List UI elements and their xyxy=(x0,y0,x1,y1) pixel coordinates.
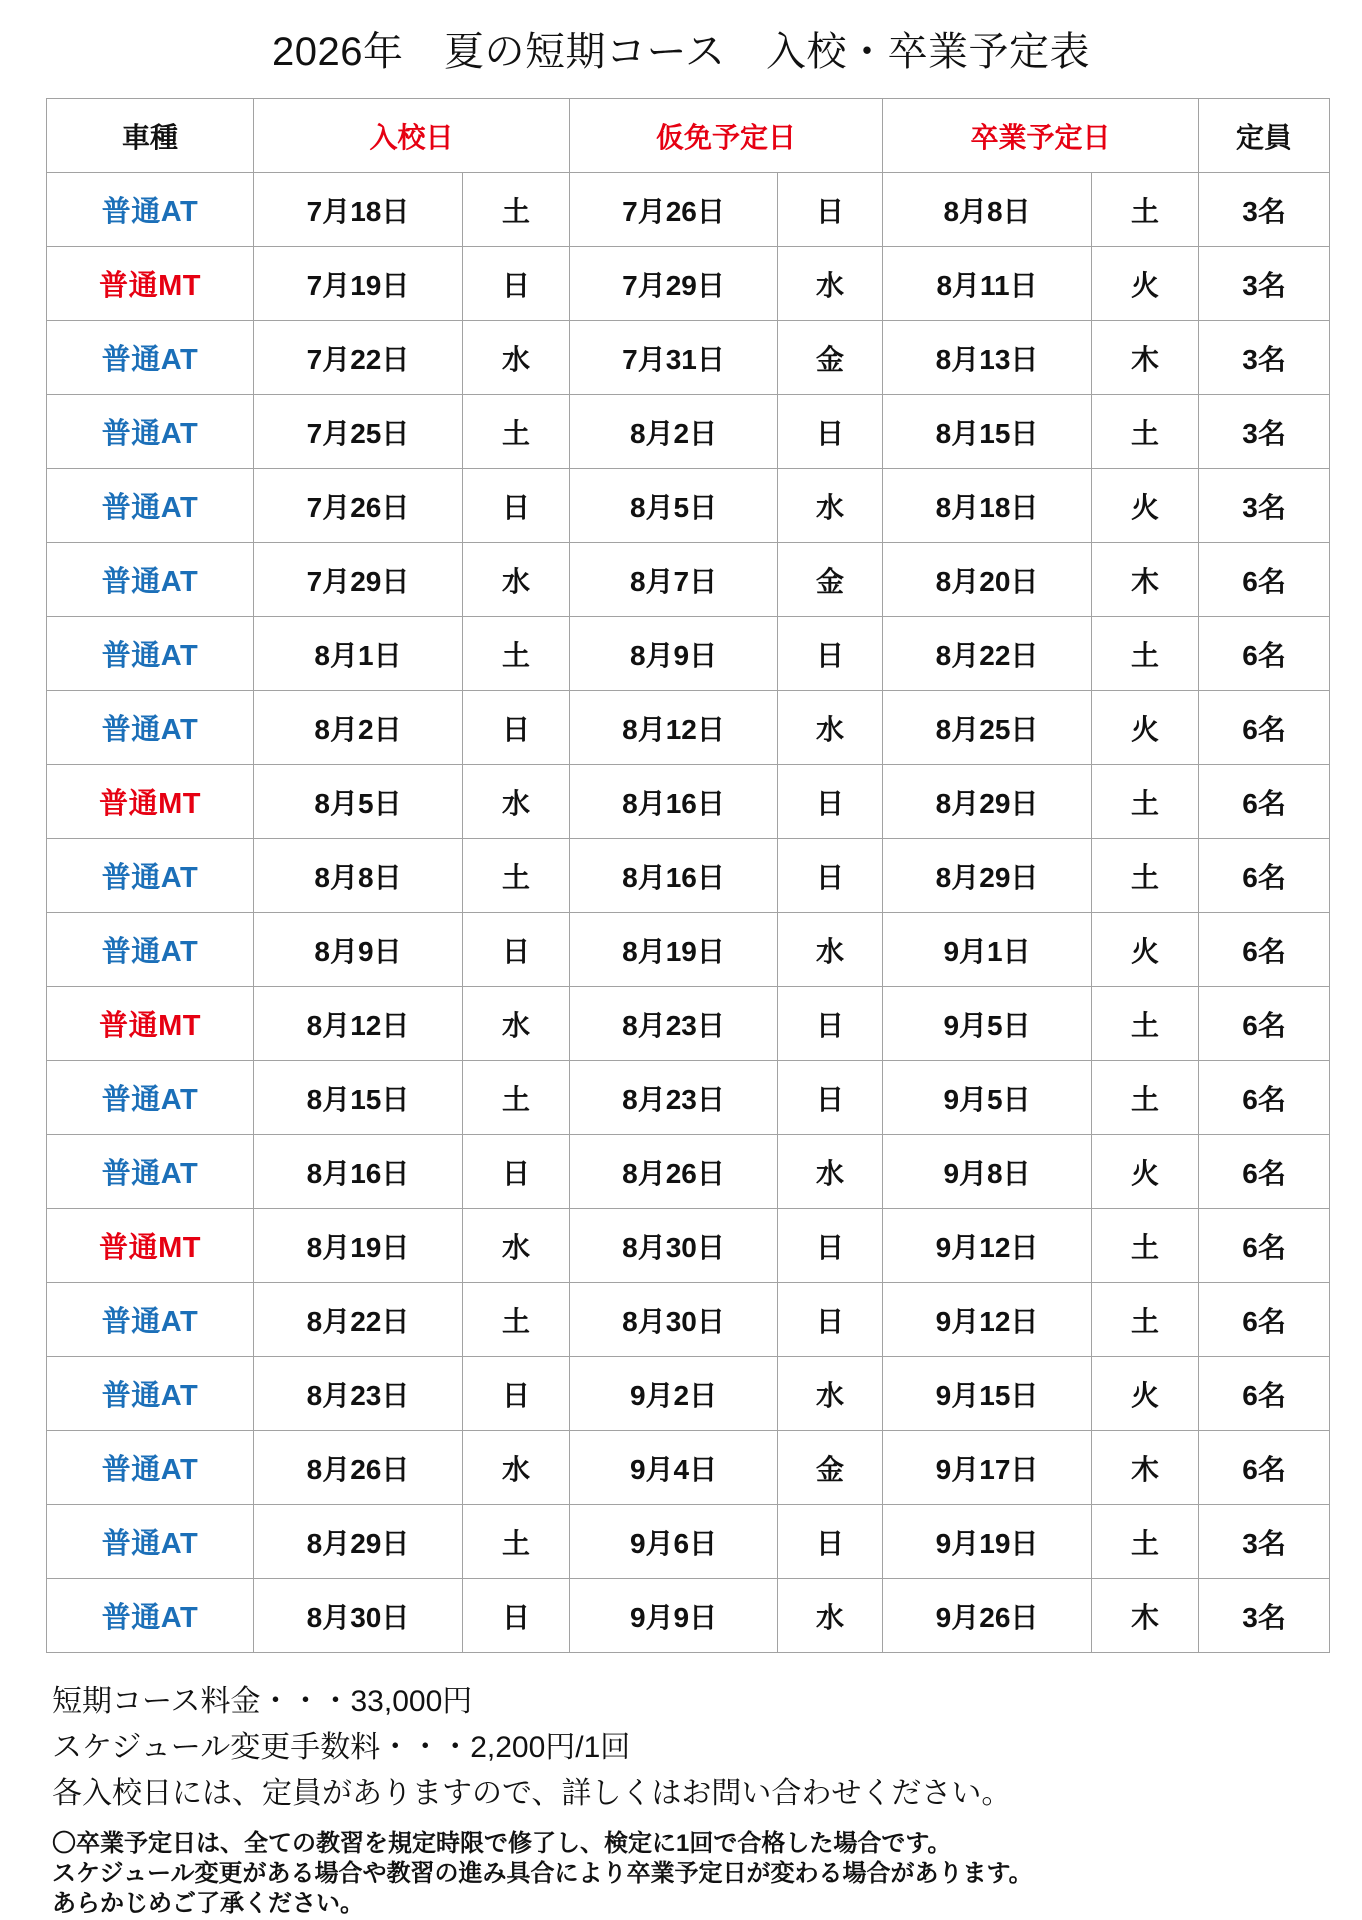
entry-date-cell: 8月8日 xyxy=(254,839,463,913)
table-row xyxy=(47,913,1330,987)
capacity-cell: 3名 xyxy=(1199,1505,1330,1579)
provisional-license-weekday-cell: 日 xyxy=(778,765,883,839)
entry-weekday-cell: 日 xyxy=(463,913,570,987)
provisional-license-date-cell: 7月29日 xyxy=(570,247,778,321)
graduation-date-cell: 8月29日 xyxy=(883,765,1092,839)
provisional-license-date-cell: 8月12日 xyxy=(570,691,778,765)
entry-weekday-cell: 水 xyxy=(463,987,570,1061)
entry-date-cell: 7月29日 xyxy=(254,543,463,617)
provisional-license-date-cell: 9月4日 xyxy=(570,1431,778,1505)
vehicle-type-cell: 普通AT xyxy=(47,913,254,987)
entry-weekday-cell: 土 xyxy=(463,395,570,469)
provisional-license-date-cell: 8月19日 xyxy=(570,913,778,987)
graduation-date-cell: 9月5日 xyxy=(883,987,1092,1061)
provisional-license-date-cell: 9月2日 xyxy=(570,1357,778,1431)
entry-weekday-cell: 土 xyxy=(463,617,570,691)
provisional-license-date-cell: 8月26日 xyxy=(570,1135,778,1209)
graduation-weekday-cell: 土 xyxy=(1092,617,1199,691)
vehicle-type-cell: 普通MT xyxy=(47,1209,254,1283)
entry-date-cell: 7月18日 xyxy=(254,173,463,247)
schedule-change-fee-text: スケジュール変更手数料・・・2,200円/1回 xyxy=(52,1731,631,1764)
entry-date-cell: 7月22日 xyxy=(254,321,463,395)
table-row xyxy=(47,1135,1330,1209)
table-row xyxy=(47,617,1330,691)
entry-weekday-cell: 日 xyxy=(463,1579,570,1653)
graduation-date-cell: 8月15日 xyxy=(883,395,1092,469)
entry-date-cell: 8月29日 xyxy=(254,1505,463,1579)
entry-date-cell: 8月9日 xyxy=(254,913,463,987)
graduation-date-cell: 9月8日 xyxy=(883,1135,1092,1209)
provisional-license-weekday-cell: 日 xyxy=(778,173,883,247)
disclaimer-notes xyxy=(52,1829,1332,1919)
graduation-date-cell: 8月18日 xyxy=(883,469,1092,543)
vehicle-type-cell: 普通AT xyxy=(47,1357,254,1431)
graduation-date-cell: 8月20日 xyxy=(883,543,1092,617)
graduation-weekday-cell: 木 xyxy=(1092,1579,1199,1653)
header-vehicle-type: 車種 xyxy=(47,99,254,173)
entry-weekday-cell: 土 xyxy=(463,1061,570,1135)
table-row xyxy=(47,691,1330,765)
capacity-cell: 6名 xyxy=(1199,913,1330,987)
capacity-cell: 6名 xyxy=(1199,1357,1330,1431)
table-row xyxy=(47,321,1330,395)
provisional-license-date-cell: 8月7日 xyxy=(570,543,778,617)
graduation-date-cell: 8月11日 xyxy=(883,247,1092,321)
vehicle-type-cell: 普通AT xyxy=(47,1135,254,1209)
capacity-cell: 6名 xyxy=(1199,1135,1330,1209)
capacity-cell: 3名 xyxy=(1199,1579,1330,1653)
table-row xyxy=(47,839,1330,913)
capacity-cell: 6名 xyxy=(1199,617,1330,691)
capacity-cell: 3名 xyxy=(1199,395,1330,469)
graduation-weekday-cell: 土 xyxy=(1092,765,1199,839)
provisional-license-weekday-cell: 水 xyxy=(778,247,883,321)
provisional-license-weekday-cell: 水 xyxy=(778,913,883,987)
provisional-license-date-cell: 8月16日 xyxy=(570,839,778,913)
course-fee-text: 短期コース料金・・・33,000円 xyxy=(52,1685,473,1718)
graduation-weekday-cell: 土 xyxy=(1092,395,1199,469)
graduation-weekday-cell: 火 xyxy=(1092,691,1199,765)
entry-weekday-cell: 日 xyxy=(463,247,570,321)
table-row xyxy=(47,173,1330,247)
entry-date-cell: 8月1日 xyxy=(254,617,463,691)
entry-date-cell: 8月23日 xyxy=(254,1357,463,1431)
vehicle-type-cell: 普通AT xyxy=(47,173,254,247)
entry-date-cell: 8月19日 xyxy=(254,1209,463,1283)
disclaimer-line: あらかじめご了承ください。 xyxy=(52,1890,364,1917)
graduation-date-cell: 9月5日 xyxy=(883,1061,1092,1135)
capacity-cell: 6名 xyxy=(1199,765,1330,839)
capacity-cell: 6名 xyxy=(1199,543,1330,617)
table-row xyxy=(47,469,1330,543)
graduation-date-cell: 9月1日 xyxy=(883,913,1092,987)
provisional-license-weekday-cell: 日 xyxy=(778,395,883,469)
provisional-license-weekday-cell: 水 xyxy=(778,691,883,765)
capacity-cell: 6名 xyxy=(1199,1431,1330,1505)
entry-weekday-cell: 日 xyxy=(463,1357,570,1431)
capacity-cell: 6名 xyxy=(1199,1283,1330,1357)
provisional-license-weekday-cell: 日 xyxy=(778,1061,883,1135)
vehicle-type-cell: 普通AT xyxy=(47,691,254,765)
table-row xyxy=(47,765,1330,839)
capacity-cell: 3名 xyxy=(1199,469,1330,543)
table-row xyxy=(47,1283,1330,1357)
graduation-weekday-cell: 土 xyxy=(1092,1505,1199,1579)
provisional-license-date-cell: 7月26日 xyxy=(570,173,778,247)
provisional-license-weekday-cell: 水 xyxy=(778,1357,883,1431)
vehicle-type-cell: 普通MT xyxy=(47,765,254,839)
header-provisional-license-date: 仮免予定日 xyxy=(570,99,883,173)
graduation-date-cell: 8月13日 xyxy=(883,321,1092,395)
entry-weekday-cell: 日 xyxy=(463,691,570,765)
provisional-license-weekday-cell: 金 xyxy=(778,1431,883,1505)
table-row xyxy=(47,987,1330,1061)
provisional-license-date-cell: 8月23日 xyxy=(570,1061,778,1135)
vehicle-type-cell: 普通AT xyxy=(47,839,254,913)
entry-weekday-cell: 土 xyxy=(463,839,570,913)
provisional-license-weekday-cell: 日 xyxy=(778,987,883,1061)
capacity-cell: 6名 xyxy=(1199,691,1330,765)
graduation-weekday-cell: 木 xyxy=(1092,1431,1199,1505)
entry-weekday-cell: 水 xyxy=(463,543,570,617)
provisional-license-weekday-cell: 日 xyxy=(778,1283,883,1357)
entry-weekday-cell: 水 xyxy=(463,321,570,395)
provisional-license-weekday-cell: 水 xyxy=(778,469,883,543)
provisional-license-weekday-cell: 金 xyxy=(778,543,883,617)
graduation-weekday-cell: 火 xyxy=(1092,469,1199,543)
graduation-weekday-cell: 火 xyxy=(1092,1135,1199,1209)
entry-weekday-cell: 水 xyxy=(463,1431,570,1505)
graduation-date-cell: 9月15日 xyxy=(883,1357,1092,1431)
header-entry-date: 入校日 xyxy=(254,99,570,173)
entry-date-cell: 7月19日 xyxy=(254,247,463,321)
table-row xyxy=(47,395,1330,469)
provisional-license-date-cell: 8月23日 xyxy=(570,987,778,1061)
disclaimer-line: 〇卒業予定日は、全ての教習を規定時限で修了し、検定に1回で合格した場合です。 xyxy=(52,1830,952,1857)
vehicle-type-cell: 普通AT xyxy=(47,1579,254,1653)
graduation-weekday-cell: 木 xyxy=(1092,543,1199,617)
entry-weekday-cell: 水 xyxy=(463,765,570,839)
provisional-license-date-cell: 8月16日 xyxy=(570,765,778,839)
entry-weekday-cell: 土 xyxy=(463,173,570,247)
graduation-date-cell: 9月19日 xyxy=(883,1505,1092,1579)
capacity-cell: 3名 xyxy=(1199,321,1330,395)
table-body xyxy=(47,173,1330,1653)
disclaimer-line: スケジュール変更がある場合や教習の進み具合により卒業予定日が変わる場合があります。 xyxy=(52,1860,1033,1887)
graduation-weekday-cell: 火 xyxy=(1092,1357,1199,1431)
table-row xyxy=(47,1505,1330,1579)
entry-date-cell: 8月30日 xyxy=(254,1579,463,1653)
graduation-weekday-cell: 土 xyxy=(1092,173,1199,247)
table-header-row xyxy=(47,99,1330,173)
capacity-cell: 3名 xyxy=(1199,173,1330,247)
table-row xyxy=(47,1579,1330,1653)
entry-date-cell: 7月26日 xyxy=(254,469,463,543)
graduation-weekday-cell: 土 xyxy=(1092,839,1199,913)
graduation-weekday-cell: 火 xyxy=(1092,913,1199,987)
vehicle-type-cell: 普通MT xyxy=(47,247,254,321)
graduation-date-cell: 9月26日 xyxy=(883,1579,1092,1653)
table-row xyxy=(47,543,1330,617)
capacity-cell: 3名 xyxy=(1199,247,1330,321)
entry-date-cell: 8月15日 xyxy=(254,1061,463,1135)
provisional-license-weekday-cell: 日 xyxy=(778,617,883,691)
graduation-weekday-cell: 土 xyxy=(1092,1061,1199,1135)
vehicle-type-cell: 普通AT xyxy=(47,395,254,469)
provisional-license-weekday-cell: 日 xyxy=(778,1505,883,1579)
entry-date-cell: 8月22日 xyxy=(254,1283,463,1357)
entry-date-cell: 8月2日 xyxy=(254,691,463,765)
graduation-date-cell: 8月8日 xyxy=(883,173,1092,247)
entry-date-cell: 7月25日 xyxy=(254,395,463,469)
schedule-table xyxy=(46,98,1330,1653)
header-capacity: 定員 xyxy=(1199,99,1330,173)
provisional-license-date-cell: 8月2日 xyxy=(570,395,778,469)
entry-date-cell: 8月26日 xyxy=(254,1431,463,1505)
vehicle-type-cell: 普通AT xyxy=(47,1061,254,1135)
provisional-license-date-cell: 9月9日 xyxy=(570,1579,778,1653)
graduation-weekday-cell: 土 xyxy=(1092,1209,1199,1283)
capacity-cell: 6名 xyxy=(1199,987,1330,1061)
vehicle-type-cell: 普通AT xyxy=(47,321,254,395)
graduation-date-cell: 9月12日 xyxy=(883,1209,1092,1283)
graduation-weekday-cell: 火 xyxy=(1092,247,1199,321)
vehicle-type-cell: 普通AT xyxy=(47,1431,254,1505)
capacity-cell: 6名 xyxy=(1199,1209,1330,1283)
table-row xyxy=(47,1357,1330,1431)
entry-weekday-cell: 土 xyxy=(463,1505,570,1579)
capacity-cell: 6名 xyxy=(1199,1061,1330,1135)
header-graduation-date: 卒業予定日 xyxy=(883,99,1199,173)
vehicle-type-cell: 普通AT xyxy=(47,469,254,543)
graduation-weekday-cell: 木 xyxy=(1092,321,1199,395)
provisional-license-date-cell: 8月30日 xyxy=(570,1209,778,1283)
provisional-license-date-cell: 8月30日 xyxy=(570,1283,778,1357)
inquiry-text: 各入校日には、定員がありますので、詳しくはお問い合わせください。 xyxy=(52,1777,1012,1810)
entry-date-cell: 8月5日 xyxy=(254,765,463,839)
graduation-weekday-cell: 土 xyxy=(1092,987,1199,1061)
vehicle-type-cell: 普通AT xyxy=(47,543,254,617)
graduation-date-cell: 9月17日 xyxy=(883,1431,1092,1505)
fee-notes xyxy=(52,1679,1332,1817)
graduation-weekday-cell: 土 xyxy=(1092,1283,1199,1357)
vehicle-type-cell: 普通AT xyxy=(47,617,254,691)
page-title: 2026年 夏の短期コース 入校・卒業予定表 xyxy=(272,30,1090,74)
capacity-cell: 6名 xyxy=(1199,839,1330,913)
provisional-license-weekday-cell: 金 xyxy=(778,321,883,395)
provisional-license-date-cell: 9月6日 xyxy=(570,1505,778,1579)
table-row xyxy=(47,247,1330,321)
vehicle-type-cell: 普通MT xyxy=(47,987,254,1061)
provisional-license-date-cell: 8月5日 xyxy=(570,469,778,543)
graduation-date-cell: 8月25日 xyxy=(883,691,1092,765)
entry-weekday-cell: 日 xyxy=(463,1135,570,1209)
entry-weekday-cell: 日 xyxy=(463,469,570,543)
table-row xyxy=(47,1209,1330,1283)
vehicle-type-cell: 普通AT xyxy=(47,1283,254,1357)
graduation-date-cell: 9月12日 xyxy=(883,1283,1092,1357)
provisional-license-weekday-cell: 水 xyxy=(778,1135,883,1209)
entry-date-cell: 8月16日 xyxy=(254,1135,463,1209)
table-row xyxy=(47,1431,1330,1505)
entry-weekday-cell: 土 xyxy=(463,1283,570,1357)
provisional-license-date-cell: 7月31日 xyxy=(570,321,778,395)
provisional-license-weekday-cell: 日 xyxy=(778,839,883,913)
graduation-date-cell: 8月22日 xyxy=(883,617,1092,691)
table-row xyxy=(47,1061,1330,1135)
vehicle-type-cell: 普通AT xyxy=(47,1505,254,1579)
entry-date-cell: 8月12日 xyxy=(254,987,463,1061)
provisional-license-date-cell: 8月9日 xyxy=(570,617,778,691)
provisional-license-weekday-cell: 水 xyxy=(778,1579,883,1653)
provisional-license-weekday-cell: 日 xyxy=(778,1209,883,1283)
graduation-date-cell: 8月29日 xyxy=(883,839,1092,913)
entry-weekday-cell: 水 xyxy=(463,1209,570,1283)
